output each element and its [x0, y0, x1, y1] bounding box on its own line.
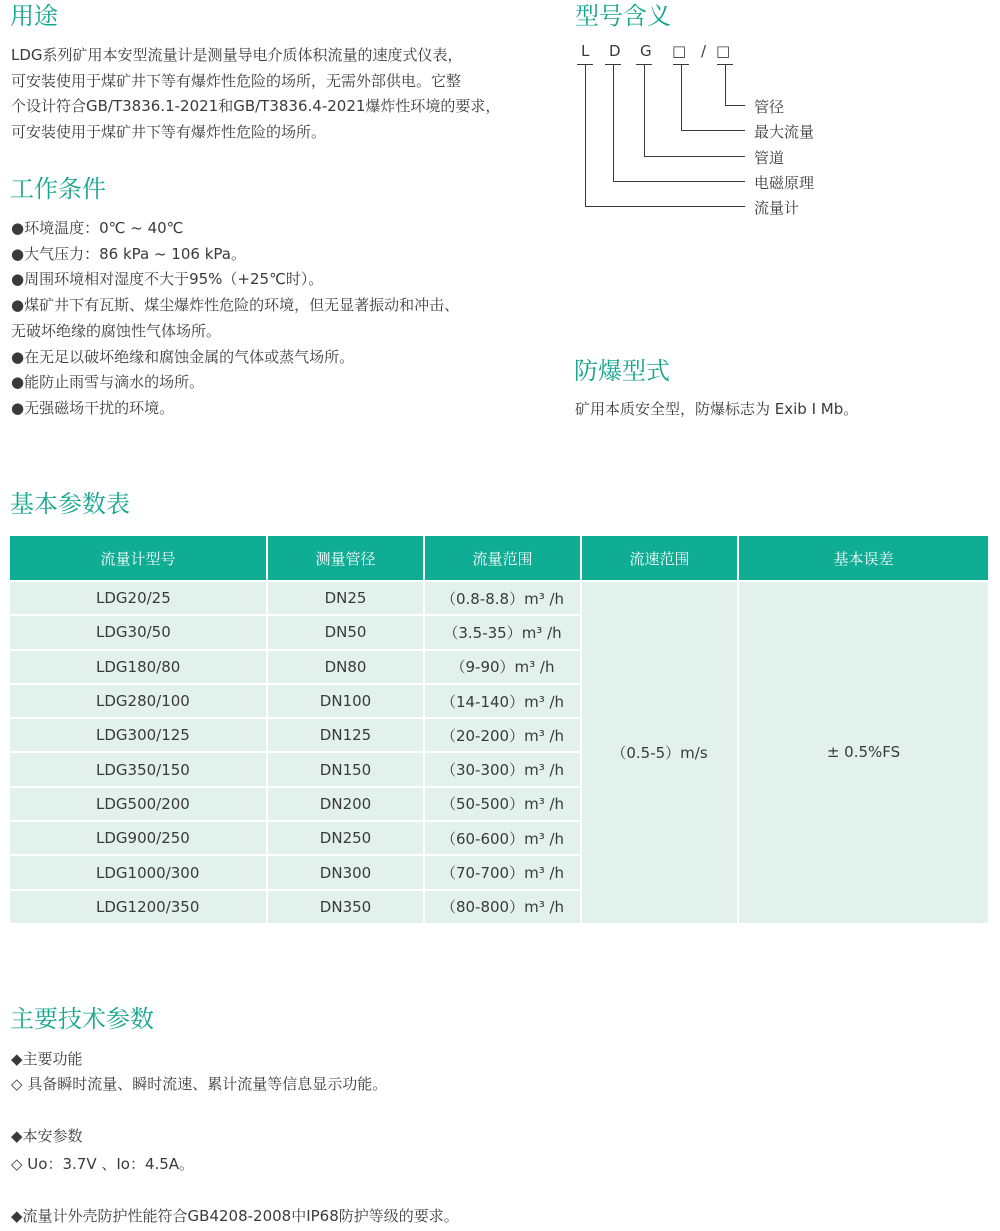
- cell-model: LDG180/80: [10, 650, 267, 684]
- cell-model: LDG300/125: [10, 718, 267, 752]
- protection-note: ◆流量计外壳防护性能符合GB4208-2008中IP68防护等级的要求。: [11, 1207, 459, 1225]
- foot-box2: [725, 105, 745, 106]
- cell-diameter: DN350: [267, 890, 424, 923]
- header-diameter: 测量管径: [267, 536, 424, 581]
- header-basic-error: 基本误差: [738, 536, 988, 581]
- cell-model: LDG1200/350: [10, 890, 267, 923]
- label-flowmeter: 流量计: [754, 199, 800, 217]
- cell-flow: （3.5-35）m³ /h: [424, 615, 581, 649]
- cell-flow: （14-140）m³ /h: [424, 684, 581, 718]
- cell-flow: （60-600）m³ /h: [424, 821, 581, 855]
- cell-flow: （30-300）m³ /h: [424, 752, 581, 786]
- usage-title: 用途: [10, 2, 58, 30]
- list-item: 无破坏绝缘的腐蚀性气体场所。: [11, 321, 222, 340]
- cell-flow: （80-800）m³ /h: [424, 890, 581, 923]
- foot-g: [644, 156, 745, 157]
- model-char-g: G: [640, 42, 652, 60]
- foot-l: [585, 206, 745, 207]
- explosion-text: 矿用本质安全型，防爆标志为 Exib I Mb。: [575, 400, 859, 418]
- safety-item: ◇ Uo：3.7V 、Io：4.5A。: [11, 1155, 195, 1173]
- list-item: ●无强磁场干扰的环境。: [11, 398, 175, 417]
- cell-model: LDG900/250: [10, 821, 267, 855]
- cell-model: LDG30/50: [10, 615, 267, 649]
- header-flow-range: 流量范围: [424, 536, 581, 581]
- foot-d: [613, 181, 745, 182]
- usage-paragraph: LDG系列矿用本安型流量计是测量导电介质体积流量的速度式仪表， 可安装使用于煤矿井下等有爆炸性危险的场所，无需外部供电。它整 个设计符合GB/T3836.1-2021和GB/T3836.4-2021爆炸性环境的要求， 可安装使用于煤矿井下等有爆炸性危险的场所。: [11, 46, 501, 141]
- cell-velocity: （0.5-5）m/s: [581, 581, 738, 923]
- conditions-list: [11, 216, 459, 422]
- list-item: ●周围环境相对湿度不大于95%（+25℃时）。: [11, 270, 324, 289]
- leg-box2: [725, 64, 726, 105]
- model-char-box2: □: [716, 42, 731, 60]
- safety-heading: ◆本安参数: [11, 1127, 83, 1145]
- cell-diameter: DN250: [267, 821, 424, 855]
- leg-box1: [681, 64, 682, 130]
- label-electromagnetic: 电磁原理: [754, 174, 815, 192]
- model-diagram: [570, 40, 870, 220]
- label-max-flow: 最大流量: [754, 123, 815, 141]
- cell-flow: （0.8-8.8）m³ /h: [424, 581, 581, 615]
- cell-model: LDG280/100: [10, 684, 267, 718]
- cell-model: LDG500/200: [10, 787, 267, 821]
- params-table: [10, 536, 988, 923]
- cell-model: LDG350/150: [10, 752, 267, 786]
- cell-flow: （50-500）m³ /h: [424, 787, 581, 821]
- list-item: ●大气压力：86 kPa ~ 106 kPa。: [11, 244, 246, 263]
- cell-flow: （70-700）m³ /h: [424, 855, 581, 889]
- cell-model: LDG1000/300: [10, 855, 267, 889]
- header-velocity-range: 流速范围: [581, 536, 738, 581]
- cell-diameter: DN25: [267, 581, 424, 615]
- model-char-box1: □: [672, 42, 687, 60]
- table-row: [10, 581, 988, 615]
- cell-diameter: DN125: [267, 718, 424, 752]
- model-char-l: L: [581, 42, 590, 60]
- cell-diameter: DN300: [267, 855, 424, 889]
- label-pipe: 管道: [754, 149, 785, 167]
- model-char-slash: /: [701, 42, 707, 60]
- leg-g: [644, 64, 645, 156]
- model-char-d: D: [609, 42, 621, 60]
- foot-box1: [681, 130, 745, 131]
- explosion-title: 防爆型式: [574, 357, 670, 385]
- leg-l: [585, 64, 586, 206]
- table-header-row: [10, 536, 988, 581]
- cell-diameter: DN80: [267, 650, 424, 684]
- cell-flow: （9-90）m³ /h: [424, 650, 581, 684]
- list-item: ●环境温度：0℃ ~ 40℃: [11, 219, 184, 237]
- cell-diameter: DN150: [267, 752, 424, 786]
- function-heading: ◆主要功能: [11, 1050, 83, 1068]
- cell-flow: （20-200）m³ /h: [424, 718, 581, 752]
- cell-error: ± 0.5%FS: [738, 581, 988, 923]
- cell-diameter: DN100: [267, 684, 424, 718]
- cell-diameter: DN200: [267, 787, 424, 821]
- cell-model: LDG20/25: [10, 581, 267, 615]
- list-item: ●煤矿井下有瓦斯、煤尘爆炸性危险的环境，但无显著振动和冲击、: [11, 296, 460, 315]
- params-table-title: 基本参数表: [10, 490, 130, 518]
- function-item: ◇ 具备瞬时流量、瞬时流速、累计流量等信息显示功能。: [11, 1075, 388, 1093]
- list-item: ●在无足以破坏绝缘和腐蚀金属的气体或蒸气场所。: [11, 347, 355, 366]
- tech-title: 主要技术参数: [10, 1005, 154, 1033]
- label-diameter: 管径: [754, 98, 785, 116]
- conditions-title: 工作条件: [10, 175, 106, 203]
- list-item: ●能防止雨雪与滴水的场所。: [11, 373, 205, 392]
- cell-diameter: DN50: [267, 615, 424, 649]
- model-meaning-title: 型号含义: [575, 2, 671, 30]
- leg-d: [613, 64, 614, 181]
- header-model: 流量计型号: [10, 536, 267, 581]
